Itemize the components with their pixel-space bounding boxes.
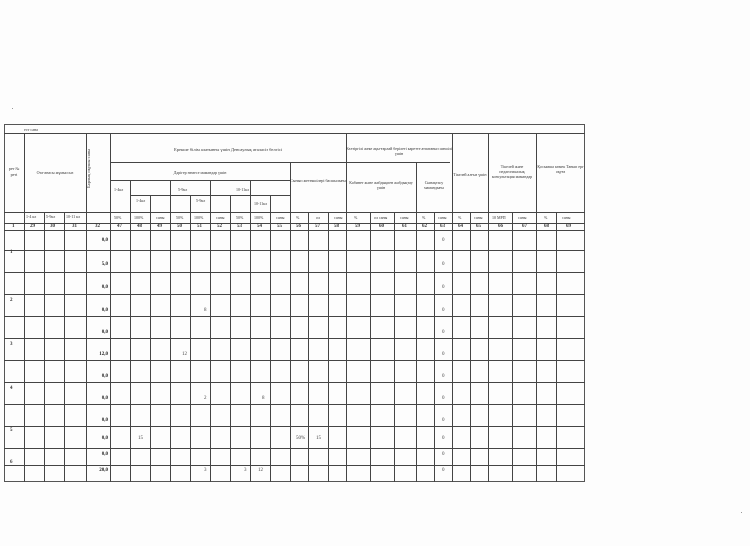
col-number: 62 — [422, 224, 427, 229]
v-line — [24, 133, 25, 482]
h-line — [4, 448, 585, 449]
v-line — [328, 212, 329, 482]
col-number: 61 — [402, 224, 407, 229]
h-line — [4, 230, 585, 231]
zero-mark: 0 — [442, 468, 445, 473]
pct-label: 100% — [134, 215, 144, 220]
col-number: 32 — [95, 224, 100, 229]
pct-label: % — [296, 215, 300, 220]
zero-mark: 0 — [442, 374, 445, 379]
pct-label: саны — [156, 215, 165, 220]
v-line — [308, 212, 309, 482]
total-value: 0,0 — [101, 308, 108, 313]
pct-label: 50% — [176, 215, 184, 220]
sub-grade-2: 5-9кл — [196, 198, 206, 203]
h-line — [4, 338, 585, 339]
grade-c: 10-11кл — [236, 187, 250, 192]
header-row-no-sub: реті — [10, 172, 18, 177]
total-value: 0,0 — [101, 374, 108, 379]
total-value: 0,0 — [101, 285, 108, 290]
col-number: 64 — [458, 224, 463, 229]
row-number: 5 — [10, 428, 13, 433]
col-number: 29 — [30, 224, 35, 229]
header-main: Ерекше білім алатынғы үшін Денсаулық аталасіз белгісі — [174, 147, 282, 152]
zero-mark: 0 — [442, 452, 445, 457]
col-number: 67 — [522, 224, 527, 229]
col-number: 53 — [237, 224, 242, 229]
row-number: 6 — [10, 460, 13, 465]
col-number: 48 — [137, 224, 142, 229]
v-line — [230, 195, 231, 482]
row-number: 2 — [10, 298, 13, 303]
col-number: 65 — [476, 224, 481, 229]
top-label: ест сана — [24, 127, 38, 132]
pct-label: саны — [562, 215, 571, 220]
grade-left-2: 5-9кл — [46, 214, 56, 219]
header-cabinet: Кабинет және жабдықпен жабдықтау үшін — [349, 180, 413, 190]
v-line — [170, 180, 171, 482]
zero-mark: 0 — [442, 308, 445, 313]
v-line — [434, 212, 435, 482]
col-number: 50 — [177, 224, 182, 229]
v-line — [394, 212, 395, 482]
header-row-no: рет № — [8, 166, 20, 171]
h-line — [4, 404, 585, 405]
header-help: Сынып жетекшілері басшылығы — [290, 178, 346, 183]
pct-label: ол саны — [374, 215, 388, 220]
pct-label: саны — [474, 215, 483, 220]
v-line — [44, 212, 45, 482]
h-line — [4, 426, 585, 427]
v-line — [370, 212, 371, 482]
col-number: 1 — [12, 224, 15, 229]
col-number: 68 — [544, 224, 549, 229]
sub-grade-3: 10-11кл — [254, 201, 268, 206]
zero-mark: 0 — [442, 352, 445, 357]
pct-label: саны — [438, 215, 447, 220]
row-number: 1 — [10, 250, 13, 255]
v-line — [64, 212, 65, 482]
grade-left-3: 10-11 кл — [66, 214, 81, 219]
v-line — [512, 212, 513, 482]
col-number: 59 — [355, 224, 360, 229]
v-line — [190, 195, 191, 482]
sub-grade-1: 1-4кл — [136, 198, 146, 203]
h-line — [4, 316, 585, 317]
total-value: 0,0 — [101, 396, 108, 401]
row-number: 3 — [10, 342, 13, 347]
zero-mark: 0 — [442, 418, 445, 423]
col-number: 58 — [334, 224, 339, 229]
pct-label: % — [458, 215, 462, 220]
cell-value: 15 — [138, 436, 143, 441]
row-number: 4 — [10, 386, 13, 391]
cell-value: 50% — [296, 436, 306, 441]
v-line — [488, 133, 489, 482]
v-line — [130, 180, 131, 482]
header-vertical: Барлық оқушы саны — [86, 148, 91, 188]
total-value: 12,0 — [99, 352, 108, 357]
h-line — [4, 272, 585, 273]
header-age-group: Ота-анасы жұмыссыз — [36, 170, 74, 175]
total-value: 0,0 — [101, 436, 108, 441]
cell-value: 3 — [244, 468, 247, 473]
h-line — [110, 162, 450, 163]
header-support: Тікелей алғыз үшін — [453, 172, 487, 177]
zero-mark: 0 — [442, 396, 445, 401]
h-line — [4, 360, 585, 361]
pct-label: саны — [400, 215, 409, 220]
zero-mark: 0 — [442, 262, 445, 267]
v-line — [416, 162, 417, 482]
h-line — [4, 212, 585, 213]
h-line — [4, 465, 585, 466]
h-line — [4, 250, 585, 251]
v-line — [556, 212, 557, 482]
col-number: 49 — [157, 224, 162, 229]
col-number: 54 — [257, 224, 262, 229]
v-line — [210, 180, 211, 482]
zero-mark: 0 — [442, 330, 445, 335]
col-number: 63 — [440, 224, 445, 229]
col-number: 47 — [117, 224, 122, 229]
pct-label: 10 МРП — [492, 215, 506, 220]
v-line — [536, 133, 537, 482]
total-value: 20,0 — [99, 468, 108, 473]
pct-label: 50% — [236, 215, 244, 220]
pct-label: саны — [518, 215, 527, 220]
pct-label: 50% — [114, 215, 122, 220]
pct-label: % — [544, 215, 548, 220]
col-number: 60 — [379, 224, 384, 229]
col-number: 31 — [72, 224, 77, 229]
cell-value: 3 — [204, 468, 207, 473]
col-number: 66 — [498, 224, 503, 229]
header-other: Тікелей және педагогикалық консультация мамандар — [491, 164, 533, 179]
pct-label: % — [354, 215, 358, 220]
header-last: Қосымша көмек Танып ерг оқуға — [537, 164, 584, 174]
zero-mark: 0 — [442, 436, 445, 441]
v-line — [470, 212, 471, 482]
col-number: 51 — [197, 224, 202, 229]
v-line — [110, 133, 111, 482]
scan-speck — [741, 512, 742, 513]
header-specialist: Сынақтасу мамандығы — [424, 180, 444, 190]
v-line — [270, 195, 271, 482]
v-line — [290, 162, 291, 482]
col-number: 57 — [315, 224, 320, 229]
v-line — [150, 195, 151, 482]
v-line — [452, 133, 453, 482]
grade-a: 1-4кл — [114, 187, 124, 192]
total-value: 0,0 — [101, 238, 108, 243]
header-doctor: Дәрігер немесе мамандар үшін — [173, 170, 227, 175]
col-number: 30 — [50, 224, 55, 229]
total-value: 5,0 — [101, 262, 108, 267]
h-line — [4, 294, 585, 295]
grade-left-1: 1-4 кл — [26, 214, 37, 219]
pct-label: саны — [276, 215, 285, 220]
cell-value: 15 — [316, 436, 321, 441]
v-line — [250, 180, 251, 482]
header-main-2: Келтіргілі жеке ақы-ғарлай берілеті каретте атпатаныз шешілі үшін — [346, 146, 452, 156]
col-number: 55 — [277, 224, 282, 229]
h-line — [4, 133, 585, 134]
cell-value: 12 — [258, 468, 263, 473]
col-number: 52 — [217, 224, 222, 229]
pct-label: 100% — [194, 215, 204, 220]
cell-value: 8 — [204, 308, 207, 313]
cell-value: 2 — [204, 396, 207, 401]
grade-b: 5-9кл — [178, 187, 188, 192]
scan-speck — [12, 108, 13, 109]
total-value: 0,0 — [101, 418, 108, 423]
pct-label: 100% — [254, 215, 264, 220]
col-number: 56 — [296, 224, 301, 229]
total-value: 0,0 — [101, 330, 108, 335]
col-number: 69 — [566, 224, 571, 229]
total-value: 0,0 — [101, 452, 108, 457]
cell-value: 8 — [262, 396, 265, 401]
pct-label: % — [422, 215, 426, 220]
pct-label: саны — [334, 215, 343, 220]
zero-mark: 0 — [442, 238, 445, 243]
h-line — [110, 180, 290, 181]
pct-label: ол — [316, 215, 320, 220]
cell-value: 12 — [182, 352, 187, 357]
zero-mark: 0 — [442, 285, 445, 290]
pct-label: саны — [216, 215, 225, 220]
h-line — [4, 382, 585, 383]
